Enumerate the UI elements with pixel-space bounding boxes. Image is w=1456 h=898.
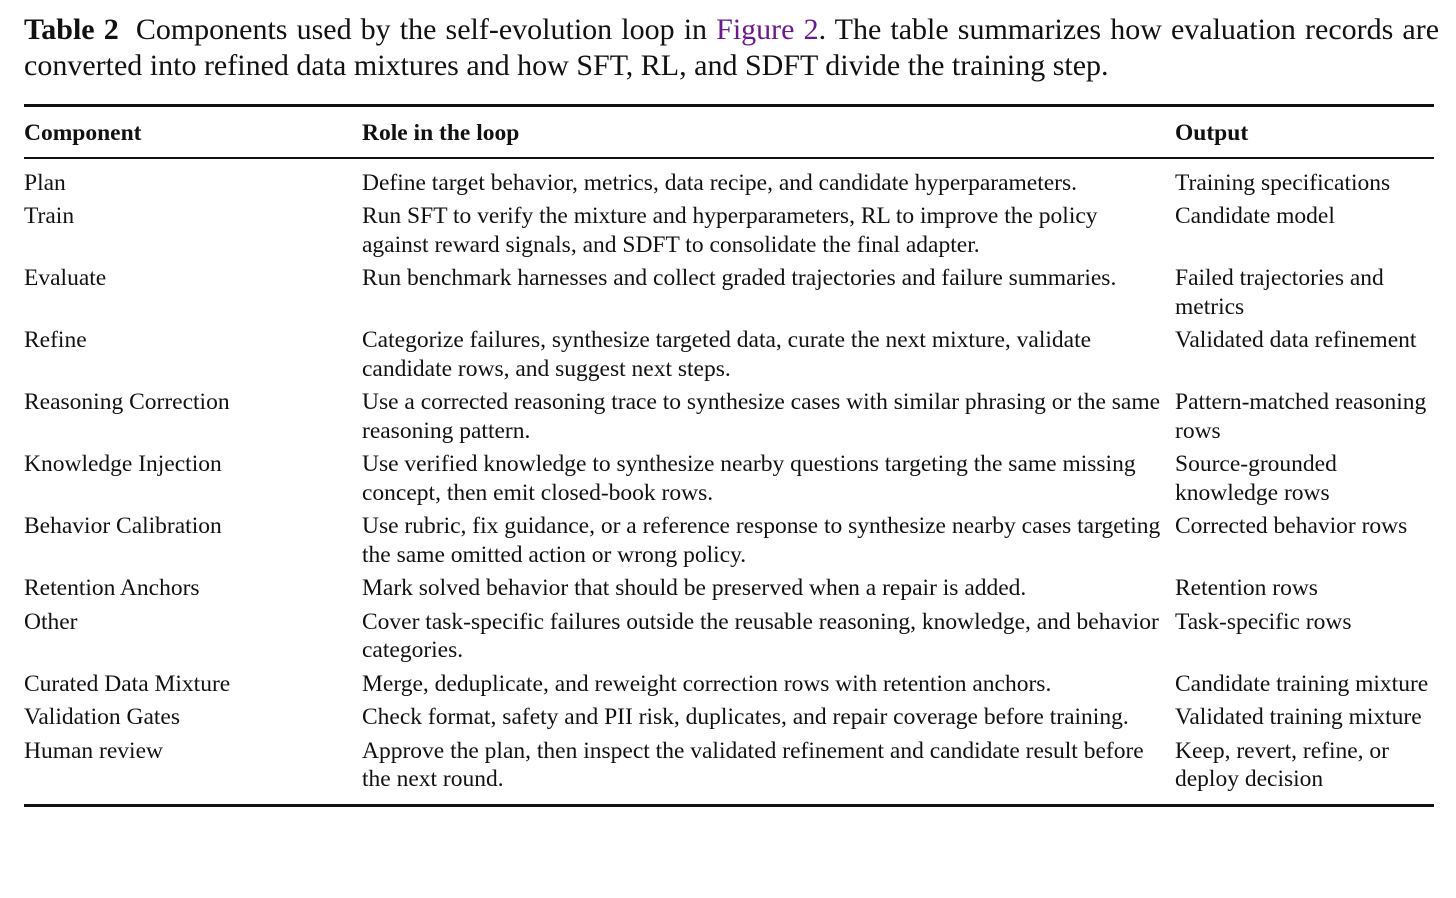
cell-output: Validated data refinement	[1175, 327, 1417, 353]
figure-link[interactable]: Figure 2	[716, 13, 819, 46]
cell-output: Failed trajectories and metrics	[1175, 265, 1384, 320]
cell-role: Categorize failures, synthesize targeted data, curate the next mixture, validate candidate rows, and suggest next steps.	[362, 327, 1092, 382]
table-label: Table 2	[24, 13, 119, 46]
table-row	[24, 735, 1434, 806]
cell-role: Approve the plan, then inspect the validated refinement and candidate result before the next round.	[362, 737, 1144, 792]
cell-output: Training specifications	[1175, 169, 1391, 196]
cell-output: Pattern-matched reasoning rows	[1175, 389, 1427, 444]
table-body	[24, 158, 1434, 806]
cell-component: Validation Gates	[24, 704, 180, 730]
cell-output: Task-specific rows	[1175, 608, 1352, 635]
cell-output: Candidate training mixture	[1175, 670, 1429, 697]
components-table	[24, 104, 1434, 807]
table-row	[24, 448, 1434, 510]
cell-component: Behavior Calibration	[24, 513, 222, 539]
cell-component: Evaluate	[24, 265, 107, 291]
table-row	[24, 262, 1434, 324]
table-row	[24, 324, 1434, 386]
cell-role: Use verified knowledge to synthesize nearby questions targeting the same missing concept, then emit closed-book rows.	[362, 451, 1136, 506]
cell-component: Human review	[24, 737, 163, 764]
table-row	[24, 668, 1434, 702]
cell-component: Refine	[24, 327, 87, 353]
cell-component: Other	[24, 608, 78, 635]
cell-output: Retention rows	[1175, 575, 1318, 601]
table-row	[24, 158, 1434, 201]
cell-output: Keep, revert, refine, or deploy decision	[1175, 737, 1389, 792]
cell-output: Validated training mixture	[1175, 704, 1422, 730]
cell-role: Merge, deduplicate, and reweight correction rows with retention anchors.	[362, 670, 1052, 697]
table-row	[24, 386, 1434, 448]
cell-role: Use rubric, fix guidance, or a reference response to synthesize nearby cases targeting the same omitted action or wrong policy.	[362, 513, 1161, 568]
cell-component: Curated Data Mixture	[24, 670, 231, 697]
table-container	[24, 104, 1434, 807]
cell-output: Candidate model	[1175, 203, 1335, 229]
cell-role: Run benchmark harnesses and collect graded trajectories and failure summaries.	[362, 265, 1117, 291]
cell-role: Define target behavior, metrics, data recipe, and candidate hyperparameters.	[362, 169, 1078, 196]
table-row	[24, 701, 1434, 735]
cell-role: Run SFT to verify the mixture and hyperparameters, RL to improve the policy against reward signals, and SDFT to consolidate the final adapter.	[362, 203, 1098, 258]
header-output: Output	[1175, 120, 1249, 146]
cell-role: Mark solved behavior that should be preserved when a repair is added.	[362, 575, 1027, 601]
cell-component: Reasoning Correction	[24, 389, 230, 415]
cell-component: Knowledge Injection	[24, 451, 222, 477]
cell-output: Corrected behavior rows	[1175, 513, 1408, 539]
header-component: Component	[24, 120, 142, 146]
cell-role: Use a corrected reasoning trace to synthesize cases with similar phrasing or the same reasoning pattern.	[362, 389, 1161, 444]
table-header	[24, 106, 1434, 158]
header-role: Role in the loop	[362, 120, 520, 146]
cell-component: Train	[24, 203, 75, 229]
table-row	[24, 606, 1434, 668]
table-row	[24, 510, 1434, 572]
cell-role: Check format, safety and PII risk, duplicates, and repair coverage before training.	[362, 704, 1129, 730]
table-caption	[24, 12, 1439, 84]
header-row	[24, 106, 1434, 158]
caption-text-start: Components used by the self-evolution loop in	[135, 13, 708, 46]
table-row	[24, 572, 1434, 606]
cell-output: Source-grounded knowledge rows	[1175, 451, 1337, 506]
cell-component: Retention Anchors	[24, 575, 200, 601]
cell-component: Plan	[24, 169, 66, 196]
caption-text-end: . The table summarizes how evaluation records are converted into refined data mixtures and how SFT, RL, and SDFT divide the training step.	[24, 13, 1440, 82]
table-row	[24, 200, 1434, 262]
cell-role: Cover task-specific failures outside the reusable reasoning, knowledge, and behavior categories.	[362, 608, 1159, 663]
